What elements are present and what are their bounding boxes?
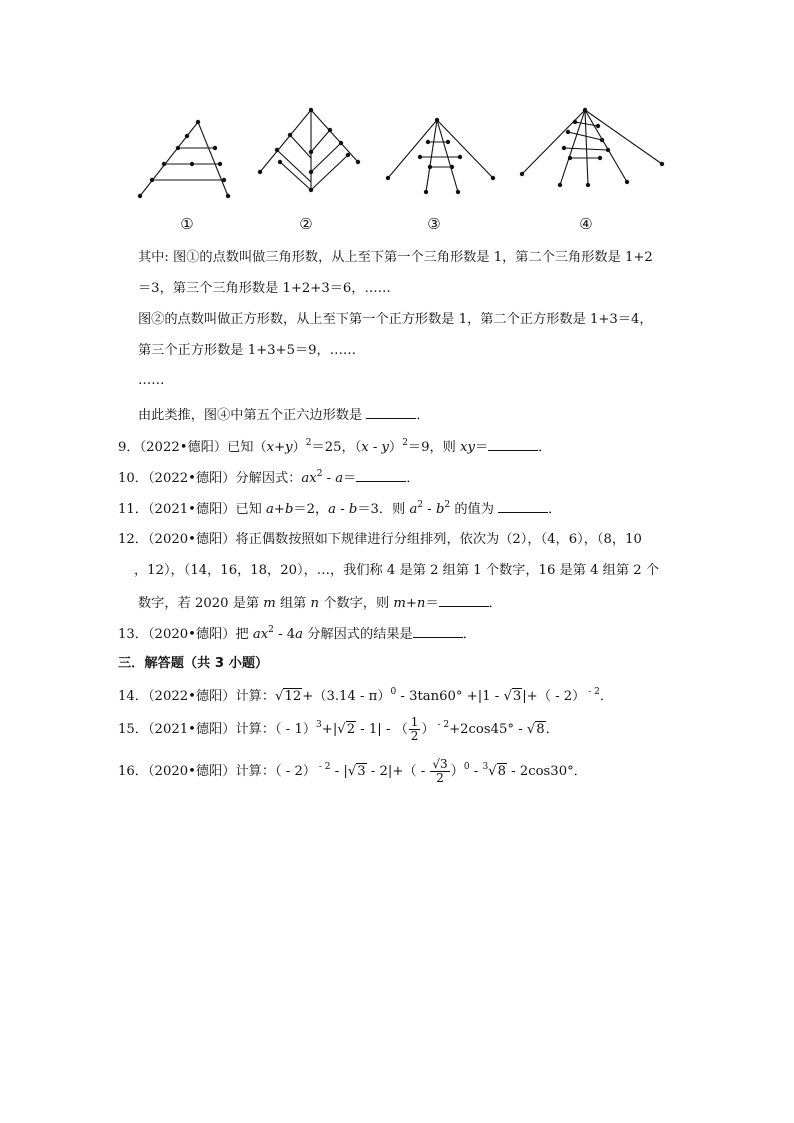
question-source: （2022•德阳） [147,471,236,486]
punct: ． [545,722,559,737]
op: - [368,440,382,455]
radicand: 12 [284,689,302,704]
var-a: a [409,502,418,517]
var-expr: a - b [328,502,358,517]
intro-line-5: …… [138,373,165,388]
question-number: 15． [118,722,148,737]
var-expr: a+b [266,502,294,517]
question-text: 已知 [235,502,267,517]
question-text: 计算： [235,722,276,737]
question-10: 10．（2022•德阳）分解因式：$ax^2 - a=$ ． [118,469,420,486]
section-heading: 三．解答题（共 3 小题） [118,656,269,671]
question-source: （2020•德阳） [147,627,236,642]
question-text: 将正偶数按照如下规律进行分组排列，依次为（2），（4，6），（8，10 [235,532,642,547]
question-text: ＝2， [293,502,329,517]
op: - 4 [273,627,296,642]
question-number: 10． [118,471,148,486]
question-text: 已知（ [227,440,267,455]
question-text: ＝ [343,471,357,486]
expr: +2cos45° - [449,722,527,737]
figure-label-3: ③ [427,215,441,233]
radicand: 3 [357,764,366,779]
question-text: ） [292,440,306,455]
numerator: √3 [432,757,448,771]
var-x: x [266,440,275,455]
exponent: 2 [444,500,451,510]
question-source: （2022•德阳） [147,689,236,704]
numerator: 1 [410,715,419,729]
question-text: 组第 [275,596,311,611]
var-ax: ax [301,471,317,486]
root-index: 3 [482,762,489,772]
exponent: 2 [402,438,408,448]
radicand: 8 [536,722,545,737]
var-a: a [335,471,344,486]
sqrt-2: √2 [337,722,356,737]
var-expr: m+n [393,596,426,611]
question-text: 个数字，则 [319,596,394,611]
exponent: - 2 [434,720,450,730]
fraction-sqrt3-over-2 [430,758,449,785]
question-text: ＝25，（ [311,440,362,455]
figure-label-1: ① [180,215,194,233]
answer-blank[interactable] [366,405,416,419]
question-number: 14． [118,689,148,704]
var-a: a [295,627,304,642]
question-text: 的值为 [450,502,494,517]
var-b: b [435,502,445,517]
denominator: 2 [410,729,419,743]
dot-figures-diagram [130,100,680,210]
question-number: 16． [118,764,148,779]
expr: - 3tan60° +|1 - [396,689,504,704]
question-source: （2020•德阳） [147,532,236,547]
intro-line-2: ＝3，第三个三角形数是 1+2+3＝6，…… [138,281,391,296]
question-text: 分解因式： [235,471,302,486]
sqrt-3: √3 [503,689,522,704]
expr: ） [450,764,464,779]
question-text: ） [389,440,403,455]
radicand: 2 [346,722,356,737]
expr: （ - 1） [275,722,317,737]
op: - [423,502,436,517]
expr: - [469,764,483,779]
expr: - | [330,764,348,779]
question-number: 12． [118,532,148,547]
question-11: 11．（2021•德阳）已知 a+b＝2，a - b＝3．则 $a^2 - b^2$ 的值为 ． [118,500,562,517]
exponent: 0 [463,762,470,772]
question-text: 把 [235,627,253,642]
var-y: y [285,440,293,455]
intro-line-1: 其中: 图①的点数叫做三角形数，从上至下第一个三角形数是 1，第二个三角形数是 1+2 [138,250,653,265]
question-16 [118,758,587,785]
exponent: 2 [417,500,424,510]
question-9: 9．（2022•德阳）已知$(x+y)^2=25$，（x - y）$^2$＝9，则 xy＝ ． [118,438,552,455]
question-12-line-1 [118,531,642,549]
question-number: 13． [118,627,148,642]
intro-line-4: 第三个正方形数是 1+3+5＝9，…… [138,343,357,358]
cube-root-8: √8 [488,764,506,779]
var-ax: ax [252,627,269,642]
question-13: 13．（2020•德阳）把 $ax^2 - 4a$ 分解因式的结果是 ． [118,625,476,642]
var-m: m [263,596,276,611]
question-source: （2021•德阳） [147,502,236,517]
question-text: ＝3．则 [357,502,410,517]
exponent: 2 [316,469,323,479]
question-text: 计算： [235,764,276,779]
sqrt-8: √8 [526,722,545,737]
answer-blank[interactable] [488,437,538,451]
var-n: n [310,596,320,611]
expr: +| [321,722,338,737]
figure-label-4: ④ [579,215,593,233]
intro-line-6: 由此类推，图④中第五个正六边形数是 ． [138,405,430,425]
answer-blank[interactable] [413,624,463,638]
punct: ． [599,689,614,704]
fraction-half [409,716,421,743]
question-text: ＝9，则 [407,440,461,455]
expr: |+（ - 2） [522,689,586,704]
question-number: 11． [118,502,148,517]
sqrt-12: √12 [275,689,302,704]
sqrt-3: √3 [347,764,366,779]
question-14 [118,688,613,706]
question-text: ＝ [474,440,489,455]
expr: - 1| - （ [356,722,408,737]
radicand: 3 [440,757,448,771]
op: - [322,471,336,486]
question-source: （2021•德阳） [147,722,236,737]
expr: - 2cos30°． [506,764,587,779]
figure-label-2: ② [299,215,313,233]
answer-blank[interactable] [356,468,406,482]
question-12-line-2: ，12），（14，16，18，20），…，我们称 4 是第 2 组第 1 个数字，16 是第 4 组第 2 个 [134,563,660,578]
radicand: 3 [512,689,522,704]
exponent: - 2 [585,687,600,697]
intro-line-3: 图②的点数叫做正方形数，从上至下第一个正方形数是 1，第二个正方形数是 1+3＝4， [138,312,653,327]
op: + [274,440,286,455]
intro-question-text: 由此类推，图④中第五个正六边形数是 [138,408,363,423]
exponent: 3 [316,720,322,730]
exponent: 2 [268,625,274,635]
denominator: 2 [436,771,444,785]
expr: （ - 2） [275,764,317,779]
question-15 [118,716,559,743]
figure-row [130,100,680,240]
question-source: （2020•德阳） [147,764,236,779]
question-number: 9． [118,440,140,455]
exponent: 2 [305,438,312,448]
answer-blank[interactable] [439,593,489,607]
question-text: 计算： [235,689,276,704]
var-x: x [361,440,369,455]
expr: ） [421,722,435,737]
radicand: 8 [497,764,506,779]
question-text: 分解因式的结果是 [303,627,413,642]
var-y: y [381,440,389,455]
answer-blank[interactable] [498,499,548,513]
exponent: - 2 [316,762,331,772]
question-12-line-3: 数字，若 2020 是第 m 组第 n 个数字，则 m+n＝ ． [138,593,502,613]
question-text: ＝ [425,596,439,611]
question-source: （2022•德阳） [139,440,228,455]
question-text: 数字，若 2020 是第 [138,596,264,611]
var-xy: xy [460,440,475,455]
exponent: 0 [390,687,397,697]
expr: +（3.14 - π） [302,689,391,704]
expr: - 2|+（ - [366,764,430,779]
